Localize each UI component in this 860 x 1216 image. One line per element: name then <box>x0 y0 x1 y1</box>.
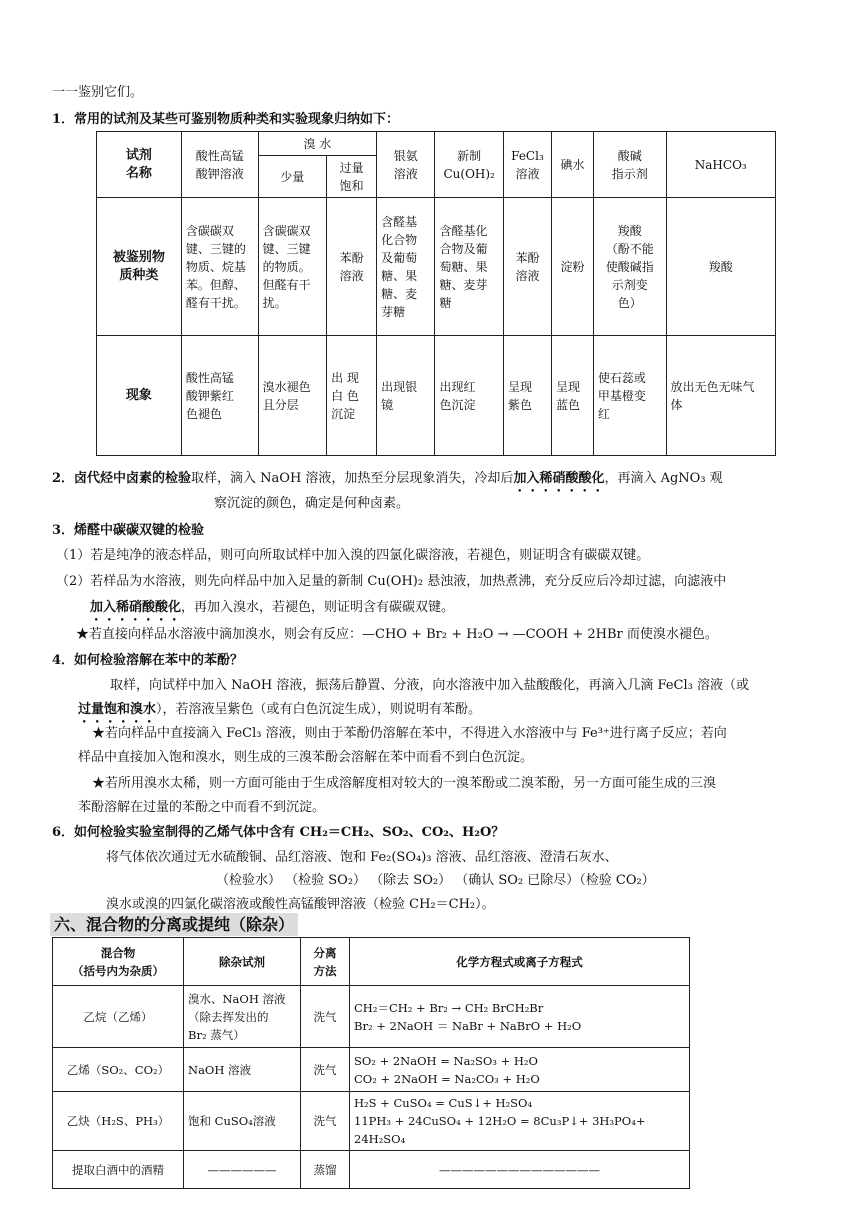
cell-phen-indicator: 使石蕊或 甲基橙变 红 <box>593 336 666 456</box>
cell-phen-nahco3: 放出无色无味气 体 <box>666 336 776 456</box>
section4-p1b: ），若溶液呈紫色（或有白色沉淀生成），则说明有苯酚。 <box>156 702 482 717</box>
t2-method: 蒸馏 <box>301 1151 350 1189</box>
cell-substance-iodine: 淀粉 <box>551 198 593 336</box>
t2-reagent: —————— <box>184 1151 301 1189</box>
header-cuoh2: 新制 Cu(OH)₂ <box>435 132 504 198</box>
cell-substance-cuoh2: 含醛基化 合物及葡 萄糖、果 糖、麦芽 糖 <box>435 198 504 336</box>
cell-substance-indicator: 羧酸 （酚不能 使酸碱指 示剂变 色） <box>593 198 666 336</box>
section4-note1b: 样品中直接加入饱和溴水，则生成的三溴苯酚会溶解在苯中而看不到白色沉淀。 <box>78 750 534 765</box>
section2-line1 <box>52 469 723 495</box>
section4-note2b: 苯酚溶解在过量的苯酚之中而看不到沉淀。 <box>78 800 326 815</box>
cell-substance-nahco3: 羧酸 <box>666 198 776 336</box>
cell-substance-kmno4: 含碳碳双 键、三键的 物质、烷基 苯。但醇、 醛有干扰。 <box>181 198 258 336</box>
section3-p2-line2 <box>90 598 454 624</box>
section6-l1: 将气体依次通过无水硫酸铜、品红溶液、饱和 Fe₂(SO₄)₃ 溶液、品红溶液、澄清石灰水、 <box>106 850 618 865</box>
section3-note: ★若直接向样品水溶液中滴加溴水，则会有反应：—CHO + Br₂ + H₂O → —COOH + 2HBr 而使溴水褪色。 <box>76 627 718 642</box>
header-kmno4: 酸性高锰 酸钾溶液 <box>181 132 258 198</box>
cell-substance-silver: 含醛基 化合物 及葡萄 糖、果 糖、麦 芽糖 <box>377 198 435 336</box>
intro-text: 一一鉴别它们。 <box>52 85 144 100</box>
row-substance-label: 被鉴别物 质种类 <box>97 198 182 336</box>
t2-reagent: 饱和 CuSO₄溶液 <box>184 1092 301 1151</box>
section6-title: 6．如何检验实验室制得的乙烯气体中含有 CH₂＝CH₂、SO₂、CO₂、H₂O？ <box>52 825 505 840</box>
section3-p2b: ，再加入溴水，若褪色，则证明含有碳碳双键。 <box>181 600 455 615</box>
section3-emphasis: 加入稀硝酸酸化 <box>90 600 182 615</box>
section3-p2a: （2）若样品为水溶液，则先向样品中加入足量的新制 Cu(OH)₂ 悬浊液，加热煮沸，充分反应后冷却过滤，向滤液中 <box>56 574 727 589</box>
section2-text-a: 取样，滴入 NaOH 溶液，加热至分层现象消失，冷却后 <box>191 471 514 486</box>
t2-header-reagent: 除杂试剂 <box>184 938 301 986</box>
section2-title: 2．卤代烃中卤素的检验 <box>52 471 192 486</box>
t2-mixture: 乙炔（H₂S、PH₃） <box>53 1092 184 1151</box>
header-reagent-name: 试剂 名称 <box>97 132 182 198</box>
table-row <box>53 1151 690 1189</box>
section2-emphasis: 加入稀硝酸酸化 <box>513 471 605 486</box>
cell-phen-br-excess: 出 现 白 色 沉淀 <box>327 336 377 456</box>
t2-header-mixture: 混合物 （括号内为杂质） <box>53 938 184 986</box>
section3-title: 3．烯醛中碳碳双键的检验 <box>52 523 205 538</box>
cell-phen-kmno4: 酸性高锰 酸钾紫红 色褪色 <box>181 336 258 456</box>
table-row <box>53 1048 690 1092</box>
cell-phen-silver: 出现银 镜 <box>377 336 435 456</box>
t2-method: 洗气 <box>301 986 350 1048</box>
t2-equation: H₂S + CuSO₄ = CuS↓+ H₂SO₄ 11PH₃ + 24CuSO₄ + 12H₂O = 8Cu₃P↓+ 3H₃PO₄+ 24H₂SO₄ <box>350 1092 690 1151</box>
row-phenomenon-label: 现象 <box>97 336 182 456</box>
section2-text-b: ，再滴入 AgNO₃ 观 <box>604 471 723 486</box>
reagent-table <box>96 131 776 456</box>
t2-equation: SO₂ + 2NaOH = Na₂SO₃ + H₂O CO₂ + 2NaOH = Na₂CO₃ + H₂O <box>350 1048 690 1092</box>
header-br-small: 少量 <box>258 156 327 198</box>
section4-p1-line2 <box>78 700 481 726</box>
section6-l2: （检验水） （检验 SO₂） （除去 SO₂） （确认 SO₂ 已除尽）（检验 CO₂） <box>216 873 655 888</box>
header-nahco3: NaHCO₃ <box>666 132 776 198</box>
header-fecl3: FeCl₃ 溶液 <box>503 132 551 198</box>
section4-p1a: 取样，向试样中加入 NaOH 溶液，振荡后静置、分液，向水溶液中加入盐酸酸化，再滴入几滴 FeCl₃ 溶液（或 <box>110 678 749 693</box>
t2-header-equation: 化学方程式或离子方程式 <box>350 938 690 986</box>
table-row <box>53 1092 690 1151</box>
cell-phen-fecl3: 呈现 紫色 <box>503 336 551 456</box>
header-br-excess: 过量 饱和 <box>327 156 377 198</box>
section3-p1: （1）若是纯净的液态样品，则可向所取试样中加入溴的四氯化碳溶液，若褪色，则证明含有碳碳双键。 <box>56 548 650 563</box>
separation-section-title: 六、混合物的分离或提纯（除杂） <box>50 913 298 936</box>
cell-substance-br-excess: 苯酚 溶液 <box>327 198 377 336</box>
section4-note1a: ★若向样品中直接滴入 FeCl₃ 溶液，则由于苯酚仍溶解在苯中，不得进入水溶液中与 Fe³⁺进行离子反应；若向 <box>92 726 727 741</box>
cell-phen-iodine: 呈现 蓝色 <box>551 336 593 456</box>
header-bromine-water: 溴 水 <box>258 132 377 156</box>
table-row <box>53 986 690 1048</box>
section1-title: 1．常用的试剂及某些可鉴别物质种类和实验现象归纳如下： <box>52 112 400 127</box>
t2-mixture: 乙烯（SO₂、CO₂） <box>53 1048 184 1092</box>
cell-phen-cuoh2: 出现红 色沉淀 <box>435 336 504 456</box>
t2-reagent: NaOH 溶液 <box>184 1048 301 1092</box>
t2-equation: —————————————— <box>350 1151 690 1189</box>
t2-mixture: 提取白酒中的酒精 <box>53 1151 184 1189</box>
purification-table <box>52 937 690 1189</box>
section2-line2: 察沉淀的颜色，确定是何种卤素。 <box>214 496 410 511</box>
header-silver-ammonia: 银氨 溶液 <box>377 132 435 198</box>
t2-mixture: 乙烷（乙烯） <box>53 986 184 1048</box>
header-iodine: 碘水 <box>551 132 593 198</box>
header-indicator: 酸碱 指示剂 <box>593 132 666 198</box>
t2-reagent: 溴水、NaOH 溶液 （除去挥发出的 Br₂ 蒸气） <box>184 986 301 1048</box>
section4-note2a: ★若所用溴水太稀，则一方面可能由于生成溶解度相对较大的一溴苯酚或二溴苯酚，另一方面可能生成的三溴 <box>92 776 717 791</box>
t2-method: 洗气 <box>301 1092 350 1151</box>
section4-emphasis: 过量饱和溴水 <box>78 702 157 717</box>
cell-substance-br-small: 含碳碳双 键、三键 的物质。 但醛有干 扰。 <box>258 198 327 336</box>
t2-method: 洗气 <box>301 1048 350 1092</box>
cell-phen-br-small: 溴水褪色 且分层 <box>258 336 327 456</box>
section6-l3: 溴水或溴的四氯化碳溶液或酸性高锰酸钾溶液（检验 CH₂＝CH₂）。 <box>106 897 495 912</box>
cell-substance-fecl3: 苯酚 溶液 <box>503 198 551 336</box>
t2-header-method: 分离 方法 <box>301 938 350 986</box>
t2-equation: CH₂＝CH₂ + Br₂ → CH₂ BrCH₂Br Br₂ + 2NaOH ＝ NaBr + NaBrO + H₂O <box>350 986 690 1048</box>
section4-title: 4．如何检验溶解在苯中的苯酚？ <box>52 653 244 668</box>
